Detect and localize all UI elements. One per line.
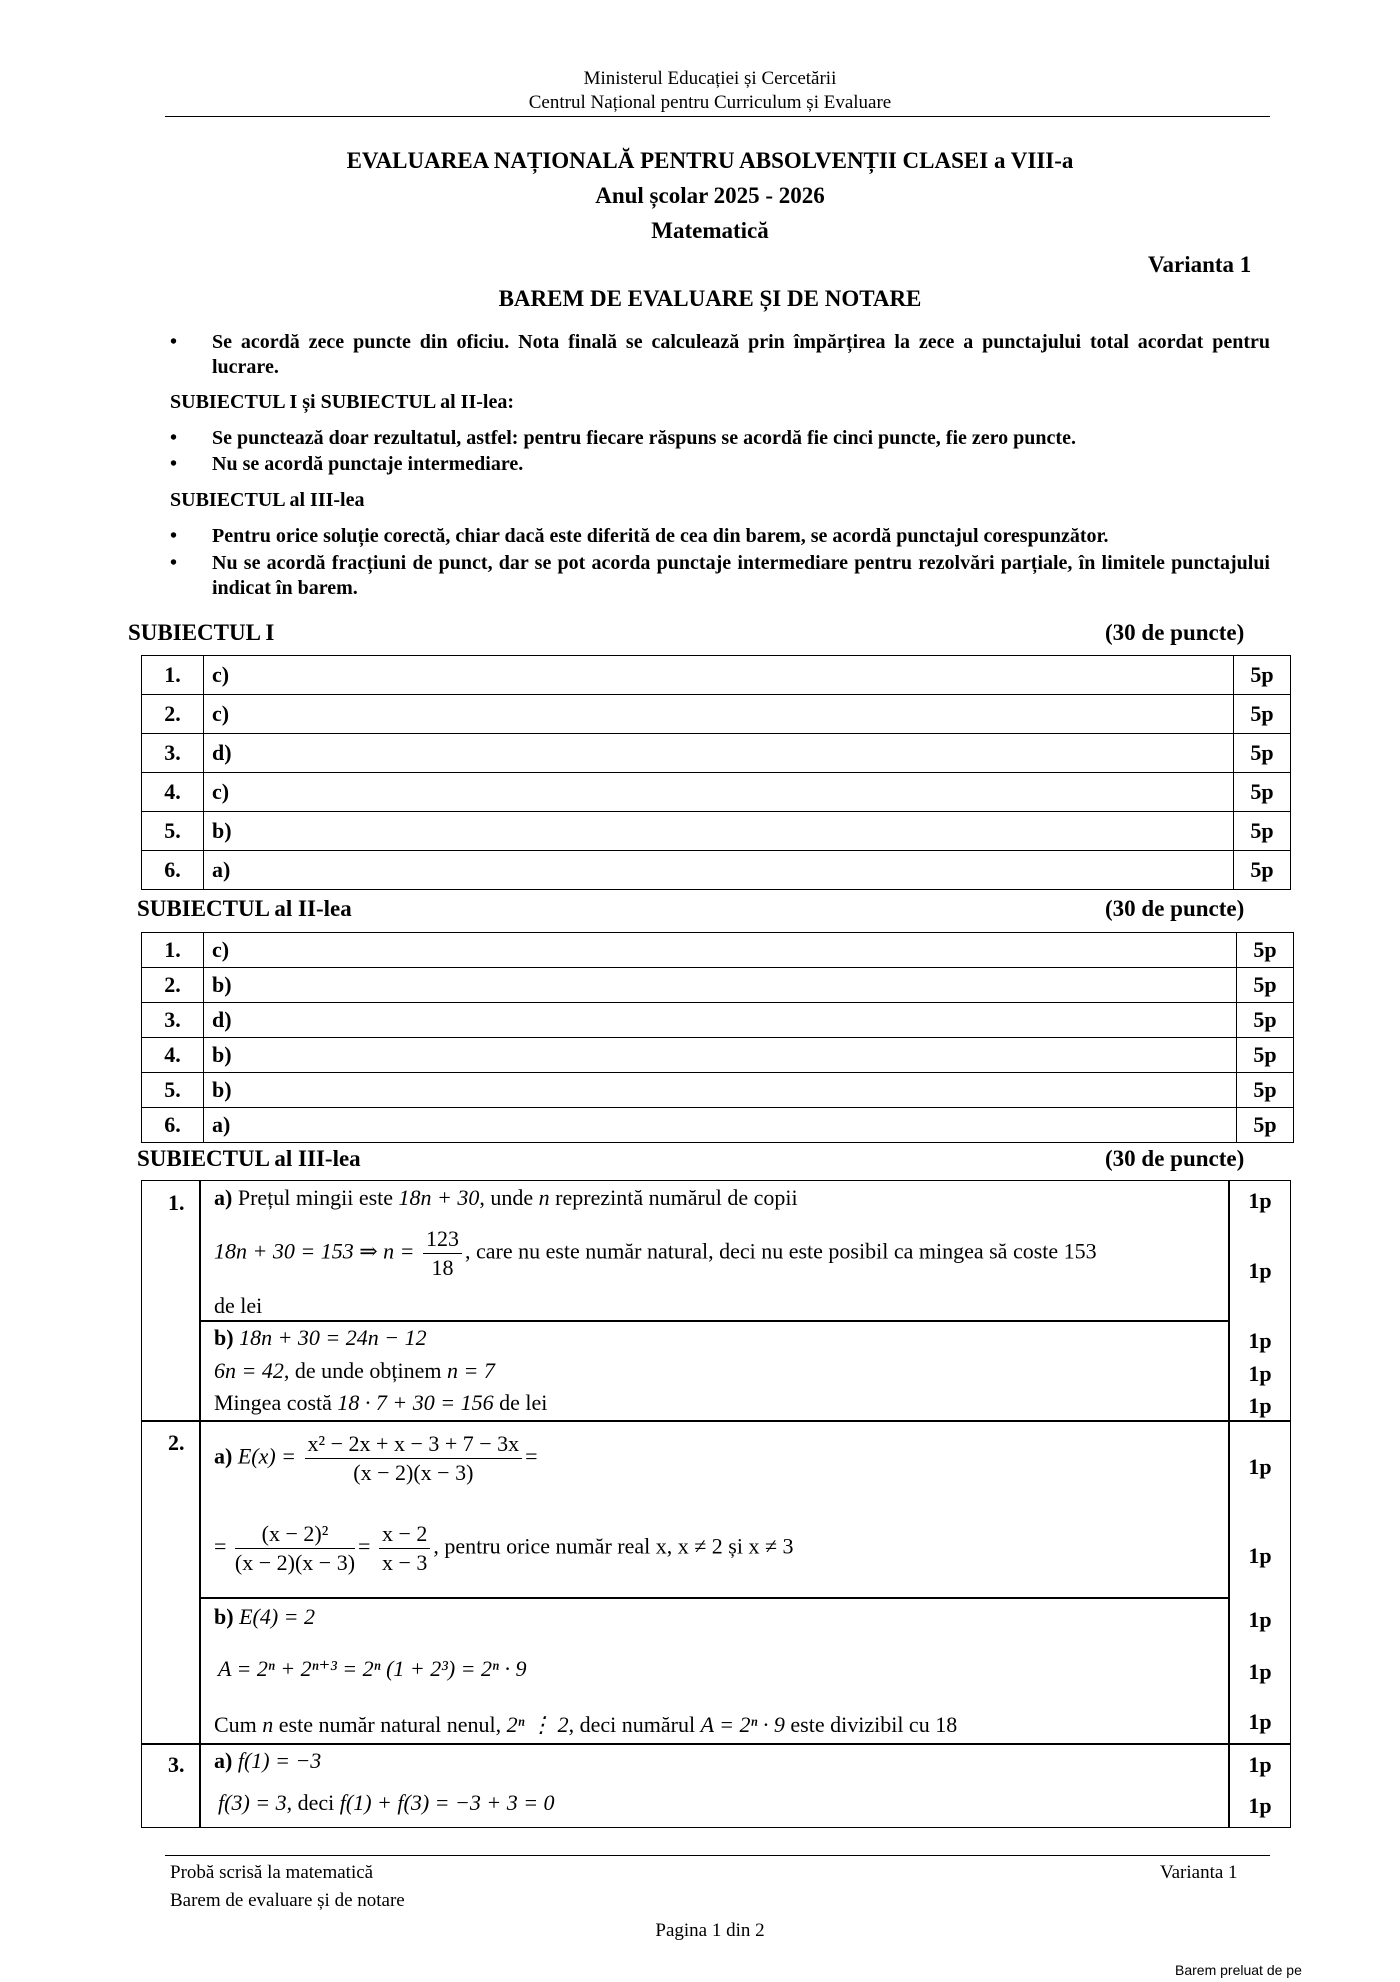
barem-title: BAREM DE EVALUARE ȘI DE NOTARE <box>498 286 922 311</box>
footer-barem: Barem de evaluare și de notare <box>170 1890 405 1911</box>
text: , de unde obținem <box>283 1358 447 1383</box>
fraction-numerator: x − 2 <box>379 1520 430 1549</box>
fraction-denominator: x − 3 <box>381 1550 428 1575</box>
part-label: a) <box>214 1748 233 1773</box>
item-points: 5p <box>1237 1003 1294 1038</box>
item-points: 1p <box>1248 1328 1272 1353</box>
p1b-line1 <box>214 1325 427 1351</box>
item-points: 1p <box>1248 1709 1272 1734</box>
text: reprezintă numărul de copii <box>549 1185 798 1210</box>
s3-item <box>170 551 1270 603</box>
fraction-numerator: x² − 2x + x − 3 + 7 − 3x <box>305 1430 523 1459</box>
item-number: 4. <box>142 773 204 812</box>
p2a-line1 <box>214 1430 538 1487</box>
table-row <box>142 1073 1294 1108</box>
item-answer: c) <box>204 695 1234 734</box>
subiect1-points: (30 de puncte) <box>1105 620 1245 645</box>
p1a-line2 <box>214 1225 1097 1282</box>
bullet-icon: • <box>170 331 178 353</box>
item-number: 1. <box>142 933 204 968</box>
math-expr: 2ⁿ ⋮ 2 <box>506 1712 569 1737</box>
text: , deci <box>286 1790 340 1815</box>
footer-exam: Probă scrisă la matematică <box>170 1862 374 1883</box>
item-points: 5p <box>1234 695 1291 734</box>
item-answer: d) <box>204 1003 1237 1038</box>
item-points: 5p <box>1237 1073 1294 1108</box>
row-divider <box>199 1597 1229 1599</box>
math-var: n <box>538 1185 550 1210</box>
item-points: 1p <box>1248 1543 1272 1568</box>
math-expr: 18n + 30 = 153 ⇒ n = <box>214 1238 415 1264</box>
item-points: 5p <box>1234 656 1291 695</box>
item-points: 1p <box>1248 1659 1272 1684</box>
table-row <box>142 812 1291 851</box>
instruction-text: Nu se acordă punctaje intermediare. <box>212 453 524 475</box>
part-label: b) <box>214 1604 234 1629</box>
fraction <box>235 1520 355 1577</box>
item-points: 5p <box>1237 968 1294 1003</box>
item-answer: c) <box>204 656 1234 695</box>
p3a-line2 <box>218 1790 555 1816</box>
item-points: 5p <box>1234 851 1291 890</box>
math-expr: E(4) = 2 <box>239 1604 315 1629</box>
text: Mingea costă <box>214 1390 338 1415</box>
item-number: 2. <box>142 968 204 1003</box>
p1b-line2 <box>214 1358 495 1384</box>
instruction-text: Pentru orice soluție corectă, chiar dacă este diferită de cea din barem, se acordă punctajul corespunzător. <box>212 525 1109 547</box>
item-answer: b) <box>204 968 1237 1003</box>
item-answer: b) <box>204 1038 1237 1073</box>
table-row <box>142 773 1291 812</box>
variant-label: Varianta 1 <box>1148 252 1252 277</box>
item-number: 2. <box>142 695 204 734</box>
item-points: 5p <box>1234 773 1291 812</box>
item-answer: b) <box>204 812 1234 851</box>
fraction-numerator: (x − 2)² <box>235 1520 355 1549</box>
fraction <box>305 1430 523 1487</box>
p2a-line2 <box>214 1520 794 1577</box>
fraction-numerator: 123 <box>423 1225 462 1254</box>
exam-title: EVALUAREA NAȚIONALĂ PENTRU ABSOLVENȚII CLASEI a VIII-a <box>346 148 1074 173</box>
item-points: 5p <box>1234 734 1291 773</box>
school-year: Anul școlar 2025 - 2026 <box>595 183 825 208</box>
subiect1-table <box>141 655 1291 890</box>
text: , pentru orice număr real x, x ≠ 2 și x ≠ 3 <box>433 1533 794 1559</box>
part-label: b) <box>214 1325 234 1350</box>
math-expr: 18n + 30 = 24n − 12 <box>239 1325 427 1350</box>
item-answer: c) <box>204 773 1234 812</box>
item-answer: c) <box>204 933 1237 968</box>
subiect2-points: (30 de puncte) <box>1105 896 1245 921</box>
p1b-line3 <box>214 1390 547 1416</box>
p2b-line2 <box>218 1656 526 1682</box>
subiect2-title: SUBIECTUL al II-lea <box>137 896 352 921</box>
header-rule <box>165 116 1270 117</box>
table-row <box>142 933 1294 968</box>
s3-item <box>170 524 1270 550</box>
s12-item <box>170 426 1270 452</box>
row-divider <box>141 1743 1290 1745</box>
fraction-denominator: (x − 2)(x − 3) <box>353 1460 474 1485</box>
text: , unde <box>479 1185 539 1210</box>
item-number: 6. <box>142 1108 204 1143</box>
item-points: 1p <box>1248 1188 1272 1213</box>
footer-variant: Varianta 1 <box>1160 1862 1238 1883</box>
instruction-text: Se punctează doar rezultatul, astfel: pentru fiecare răspuns se acordă fie cinci puncte, fie zero puncte. <box>212 427 1076 449</box>
item-number: 4. <box>142 1038 204 1073</box>
equals-sign: = <box>358 1533 371 1559</box>
item-points: 1p <box>1248 1258 1272 1283</box>
math-expr: n = 7 <box>447 1358 495 1383</box>
part-label: a) <box>214 1443 233 1469</box>
text: Cum <box>214 1712 263 1737</box>
item-points: 1p <box>1248 1607 1272 1632</box>
problem-number: 1. <box>168 1190 185 1215</box>
item-number: 5. <box>142 1073 204 1108</box>
math-expr: f(1) + f(3) = −3 + 3 = 0 <box>339 1790 555 1815</box>
item-points: 1p <box>1248 1793 1272 1818</box>
text: este număr natural nenul, <box>273 1712 507 1737</box>
problem-number: 2. <box>168 1430 185 1455</box>
math-expr: A = 2ⁿ · 9 <box>700 1712 785 1737</box>
math-expr: 18 · 7 + 30 = 156 <box>337 1390 494 1415</box>
subiect1-title: SUBIECTUL I <box>128 620 275 645</box>
item-points: 1p <box>1248 1454 1272 1479</box>
s12-heading: SUBIECTUL I și SUBIECTUL al II-lea: <box>170 391 514 413</box>
item-points: 1p <box>1248 1752 1272 1777</box>
table-row <box>142 734 1291 773</box>
item-answer: a) <box>204 851 1234 890</box>
row-divider <box>199 1320 1229 1322</box>
text: , deci numărul <box>568 1712 701 1737</box>
instruction-text: Nu se acordă fracțiuni de punct, dar se pot acorda punctaje intermediare pentru rezolvări parțiale, în limitele punctajului indicat în barem. <box>212 552 1270 599</box>
bullet-icon: • <box>170 525 178 547</box>
item-points: 1p <box>1248 1361 1272 1386</box>
p1a-line1 <box>214 1185 798 1211</box>
ministry-name: Ministerul Educației și Cercetării <box>583 68 837 89</box>
s3-heading: SUBIECTUL al III-lea <box>170 489 365 511</box>
item-points: 5p <box>1237 933 1294 968</box>
math-expr: f(1) = −3 <box>237 1748 322 1773</box>
fraction <box>379 1520 430 1577</box>
item-number: 1. <box>142 656 204 695</box>
bullet-icon: • <box>170 427 178 449</box>
s12-item <box>170 452 1270 478</box>
text: Prețul mingii este <box>232 1185 399 1210</box>
page-number: Pagina 1 din 2 <box>655 1920 765 1941</box>
bullet-icon: • <box>170 453 178 475</box>
subject-name: Matematică <box>651 218 769 243</box>
table-row <box>142 968 1294 1003</box>
footer-rule <box>165 1855 1270 1856</box>
column-divider <box>199 1180 201 1827</box>
item-number: 6. <box>142 851 204 890</box>
item-points: 5p <box>1237 1108 1294 1143</box>
instruction-text: Se acordă zece puncte din oficiu. Nota finală se calculează prin împărțirea la zece a punctajului total acordat pentru lucrare. <box>212 331 1270 378</box>
table-row <box>142 851 1291 890</box>
math-expr: f(3) = 3 <box>218 1790 287 1815</box>
math-expr: A = 2ⁿ + 2ⁿ⁺³ = 2ⁿ (1 + 2³) = 2ⁿ · 9 <box>218 1656 527 1681</box>
equals-sign: = <box>525 1443 538 1469</box>
p2b-line1 <box>214 1604 315 1630</box>
item-number: 3. <box>142 734 204 773</box>
fraction <box>423 1225 462 1282</box>
item-number: 5. <box>142 812 204 851</box>
math-expr: E(x) = <box>237 1443 297 1469</box>
text: de lei <box>493 1390 548 1415</box>
math-expr: 18n + 30 <box>398 1185 480 1210</box>
math-expr: 6n = 42 <box>214 1358 284 1383</box>
p2b-line3 <box>214 1712 957 1738</box>
fraction-denominator: (x − 2)(x − 3) <box>234 1550 356 1575</box>
item-answer: b) <box>204 1073 1237 1108</box>
equals-sign: = <box>214 1533 227 1559</box>
item-points: 1p <box>1248 1393 1272 1418</box>
table-row <box>142 1108 1294 1143</box>
bullet-icon: • <box>170 552 178 574</box>
problem-number: 3. <box>168 1752 185 1777</box>
item-answer: d) <box>204 734 1234 773</box>
part-label: a) <box>214 1185 233 1210</box>
fraction-denominator: 18 <box>431 1255 454 1280</box>
item-points: 5p <box>1237 1038 1294 1073</box>
item-points: 5p <box>1234 812 1291 851</box>
subiect2-table <box>141 932 1294 1143</box>
p1a-line3: de lei <box>214 1293 263 1318</box>
table-row <box>142 695 1291 734</box>
source-note: Barem preluat de pe <box>1175 1962 1302 1978</box>
table-row <box>142 1038 1294 1073</box>
table-row <box>142 1003 1294 1038</box>
row-divider <box>141 1420 1290 1422</box>
p3a-line1 <box>214 1748 321 1774</box>
instruction-general <box>170 330 1270 382</box>
center-name: Centrul Național pentru Curriculum și Evaluare <box>528 92 892 113</box>
subiect3-title: SUBIECTUL al III-lea <box>137 1146 361 1171</box>
item-number: 3. <box>142 1003 204 1038</box>
text: , care nu este număr natural, deci nu este posibil ca mingea să coste 153 <box>464 1238 1097 1264</box>
item-answer: a) <box>204 1108 1237 1143</box>
math-var: n <box>262 1712 274 1737</box>
text: este divizibil cu 18 <box>784 1712 958 1737</box>
subiect3-points: (30 de puncte) <box>1105 1146 1245 1171</box>
table-row <box>142 656 1291 695</box>
